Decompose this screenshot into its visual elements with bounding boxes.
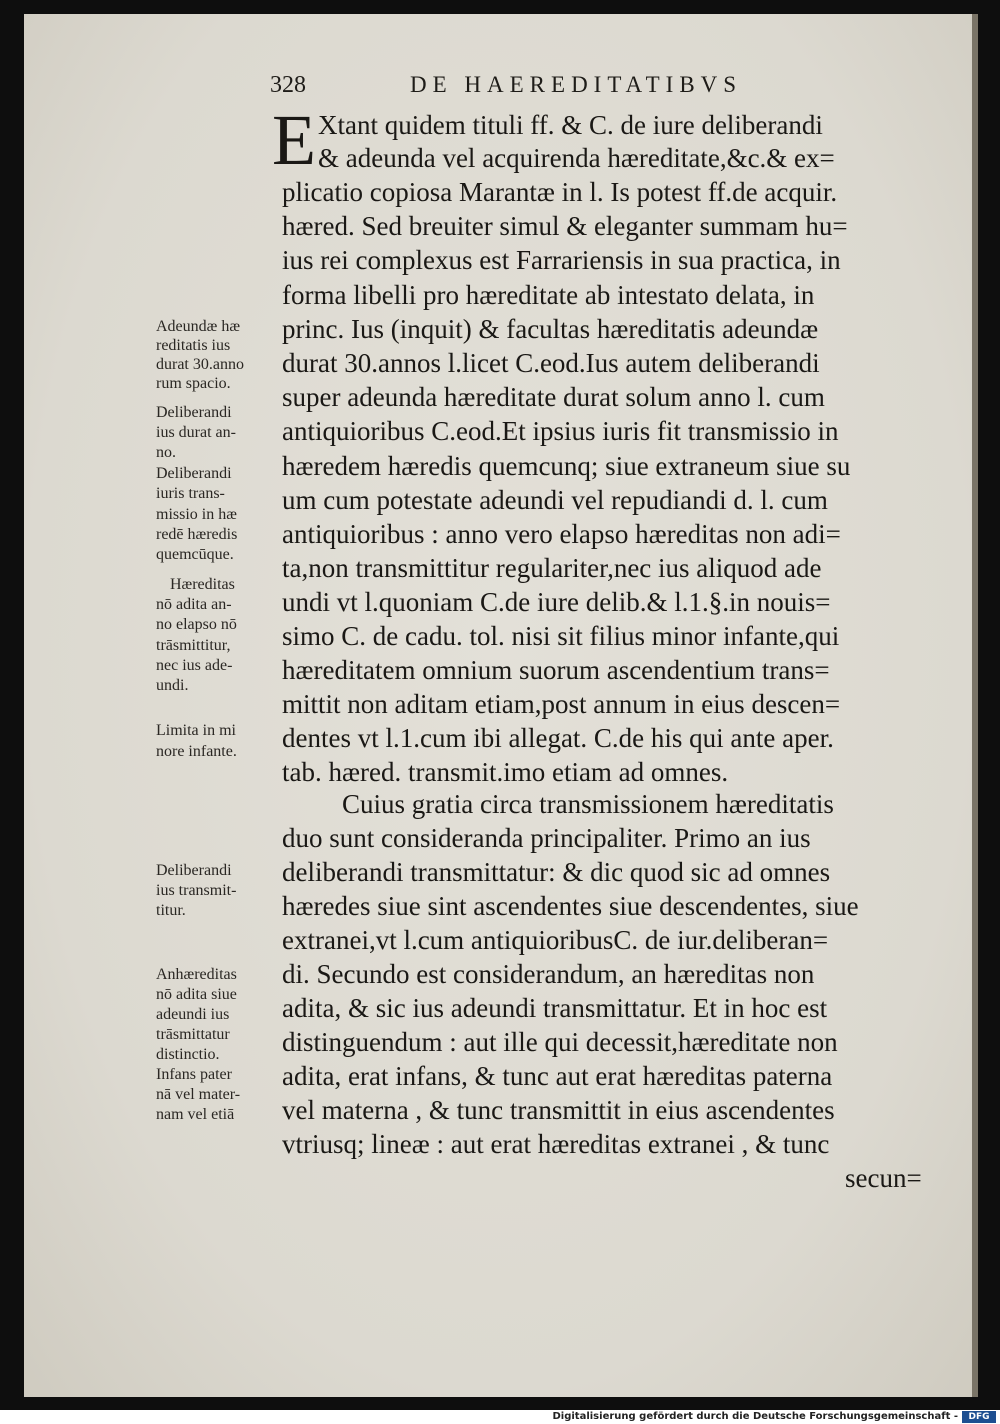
text-line: dentes vt l.1.cum ibi allegat. C.de his qui ante aper. [282,723,834,753]
margin-note-line: ius durat an- [156,424,236,441]
margin-note-line: nec ius ade- [156,657,233,674]
text-line: princ. Ius (inquit) & facultas hæreditatis adeundæ [282,314,819,344]
margin-note-line: iuris trans- [156,485,225,502]
margin-note-line: titur. [156,902,186,919]
margin-note-line: Deliberandi [156,862,232,879]
text-line: & adeunda vel acquirenda hæreditate,&c.& ex= [318,143,835,173]
text-line: hæredes siue sint ascendentes siue descendentes, siue [282,891,859,921]
text-line: simo C. de cadu. tol. nisi sit filius minor infante,qui [282,621,840,651]
text-line: hæredem hæredis quemcunq; siue extraneum siue su [282,451,851,481]
margin-note-line: Anhæreditas [156,966,237,983]
margin-note-line: Infans pater [156,1066,232,1083]
margin-note-line: undi. [156,677,189,694]
text-line: duo sunt consideranda principaliter. Primo an ius [282,823,811,853]
margin-note-line: Hæreditas [170,576,235,593]
margin-note-line: no. [156,444,176,461]
running-head [270,72,850,102]
text-line: antiquioribus : anno vero elapso hæreditas non adi= [282,519,841,549]
margin-note-line: Limita in mi [156,722,236,739]
margin-note-line: Adeundæ hæ [156,318,240,335]
text-line: mittit non aditam etiam,post annum in eius descen= [282,689,841,719]
text-line: vtriusq; lineæ : aut erat hæreditas extranei , & tunc [282,1129,830,1159]
text-line: deliberandi transmittatur: & dic quod sic ad omnes [282,857,831,887]
margin-note-line: trāsmittatur [156,1026,230,1043]
text-line: durat 30.annos l.licet C.eod.Ius autem deliberandi [282,348,820,378]
page-number: 328 [270,72,306,98]
margin-note-line: nam vel etiā [156,1106,235,1123]
page-edge [972,14,978,1397]
margin-note-line: adeundi ius [156,1006,230,1023]
text-line: hæreditatem omnium suorum ascendentium trans= [282,655,830,685]
text-line: forma libelli pro hæreditate ab intestato delata, in [282,280,815,310]
margin-note-line: no elapso nō [156,616,237,633]
margin-note-line: nore infante. [156,743,237,760]
text-line: plicatio copiosa Marantæ in l. Is potest ff.de acquir. [282,177,838,207]
text-line: secun= [845,1163,922,1193]
text-line: ta,non transmittitur regulariter,nec ius aliquod ade [282,553,822,583]
text-line: super adeunda hæreditate durat solum anno l. cum [282,382,825,412]
margin-note-line: durat 30.anno [156,356,244,373]
margin-note-line: ius transmit- [156,882,237,899]
margin-note-line: distinctio. [156,1046,220,1063]
text-line: um cum potestate adeundi vel repudiandi d. l. cum [282,485,828,515]
margin-note-line: redē hæredis [156,526,238,543]
margin-note-line: Deliberandi [156,465,232,482]
digitization-credit: Digitalisierung gefördert durch die Deutsche Forschungsgemeinschaft - [552,1411,958,1422]
text-line: hæred. Sed breuiter simul & eleganter summam hu= [282,211,848,241]
text-line: Cuius gratia circa transmissionem hæreditatis [342,789,834,819]
text-line: extranei,vt l.cum antiquioribusC. de iur.deliberan= [282,925,829,955]
margin-note-line: rum spacio. [156,375,231,392]
margin-note-line: missio in hæ [156,506,237,523]
margin-note-line: reditatis ius [156,337,231,354]
dfg-logo: DFG [962,1411,996,1423]
margin-note-line: Deliberandi [156,404,232,421]
footer-bar [0,1410,1000,1424]
margin-note-line: nō adita an- [156,596,232,613]
drop-cap: E [272,100,316,180]
text-line: vel materna , & tunc transmittit in eius ascendentes [282,1095,835,1125]
text-line: Xtant quidem tituli ff. & C. de iure deliberandi [318,110,823,140]
margin-note-line: nō adita siue [156,986,237,1003]
text-line: antiquioribus C.eod.Et ipsius iuris fit transmissio in [282,416,839,446]
running-title: DE HAEREDITATIBVS [410,72,743,97]
text-line: distinguendum : aut ille qui decessit,hæreditate non [282,1027,838,1057]
text-line: adita, & sic ius adeundi transmittatur. Et in hoc est [282,993,828,1023]
margin-note-line: nā vel mater- [156,1086,241,1103]
text-line: tab. hæred. transmit.imo etiam ad omnes. [282,757,729,787]
text-line: undi vt l.quoniam C.de iure delib.& l.1.§.in nouis= [282,587,831,617]
text-line: ius rei complexus est Farrariensis in sua practica, in [282,245,841,275]
margin-note-line: trāsmittitur, [156,637,231,654]
text-line: di. Secundo est considerandum, an hæreditas non [282,959,815,989]
margin-note-line: quemcūque. [156,546,234,563]
text-line: adita, erat infans, & tunc aut erat hæreditas paterna [282,1061,833,1091]
